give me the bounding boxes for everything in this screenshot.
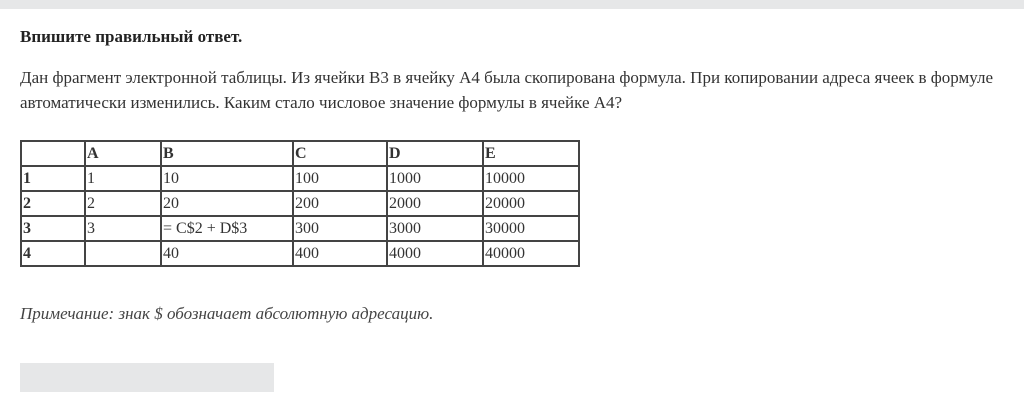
row-header-4: 4	[21, 241, 85, 266]
cell-c2: 200	[293, 191, 387, 216]
spreadsheet-fragment	[20, 140, 580, 267]
cell-a2: 2	[85, 191, 161, 216]
table-header-row	[21, 141, 579, 166]
cell-c3: 300	[293, 216, 387, 241]
row-header-2: 2	[21, 191, 85, 216]
top-bar	[0, 0, 1024, 9]
cell-d2: 2000	[387, 191, 483, 216]
cell-a1: 1	[85, 166, 161, 191]
cell-d1: 1000	[387, 166, 483, 191]
table-row	[21, 216, 579, 241]
question-text: Дан фрагмент электронной таблицы. Из ячейки B3 в ячейку A4 была скопирована формула. При копировании адреса ячеек в формуле автоматически изменились. Каким стало числовое значение формулы в ячейке A4?	[20, 68, 994, 112]
column-header-a: A	[85, 141, 161, 166]
cell-d3: 3000	[387, 216, 483, 241]
table-row	[21, 241, 579, 266]
cell-a3: 3	[85, 216, 161, 241]
task-instruction: Впишите правильный ответ.	[20, 27, 243, 46]
cell-e1: 10000	[483, 166, 579, 191]
cell-b4: 40	[161, 241, 293, 266]
column-header-d: D	[387, 141, 483, 166]
cell-b1: 10	[161, 166, 293, 191]
cell-e2: 20000	[483, 191, 579, 216]
corner-cell	[21, 141, 85, 166]
cell-e4: 40000	[483, 241, 579, 266]
cell-b2: 20	[161, 191, 293, 216]
cell-c4: 400	[293, 241, 387, 266]
table-row	[21, 191, 579, 216]
cell-d4: 4000	[387, 241, 483, 266]
cell-e3: 30000	[483, 216, 579, 241]
row-header-3: 3	[21, 216, 85, 241]
cell-b3-formula: = C$2 + D$3	[161, 216, 293, 241]
table-row	[21, 166, 579, 191]
cell-c1: 100	[293, 166, 387, 191]
answer-input[interactable]	[20, 363, 274, 392]
column-header-b: B	[161, 141, 293, 166]
row-header-1: 1	[21, 166, 85, 191]
column-header-c: C	[293, 141, 387, 166]
cell-a4	[85, 241, 161, 266]
column-header-e: E	[483, 141, 579, 166]
note-text: Примечание: знак $ обозначает абсолютную адресацию.	[20, 304, 434, 323]
